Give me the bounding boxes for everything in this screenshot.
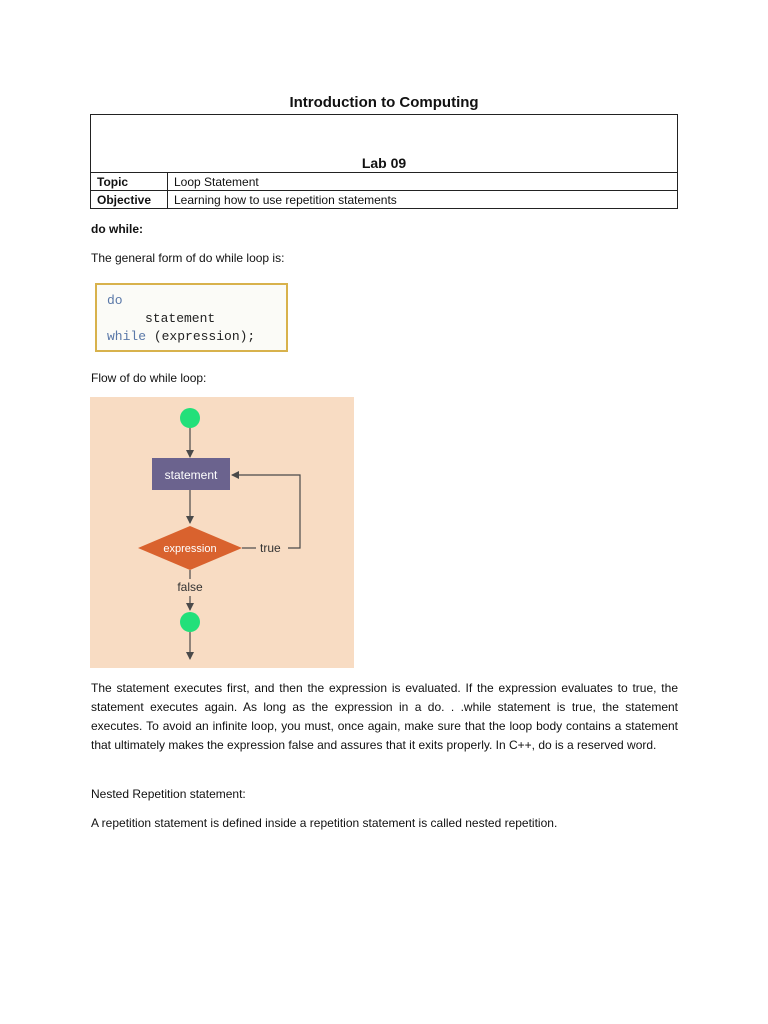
do-while-heading: do while: (91, 222, 143, 236)
nested-text: A repetition statement is defined inside a repetition statement is called nested repetition. (91, 816, 558, 830)
end-node (180, 612, 200, 632)
expression-label: expression (163, 543, 217, 555)
document-title: Introduction to Computing (289, 94, 479, 111)
topic-value: Loop Statement (168, 173, 678, 191)
flowchart (90, 397, 354, 668)
explanation-paragraph: The statement executes first, and then the expression is evaluated. If the expression evaluates to true, the statement executes again. As long as the expression in a do. . .while statement is true, the statement executes. To avoid an infinite loop, you must, once again, make sure that the loop body contains a statement that ultimately makes the expression false and assures that it exits properly. In C++, do is a reserved word. (91, 681, 678, 752)
statement-label: statement (164, 468, 218, 482)
lab-number: Lab 09 (91, 115, 678, 173)
nested-heading: Nested Repetition statement: (91, 787, 246, 801)
objective-value: Learning how to use repetition statements (168, 191, 678, 209)
objective-label: Objective (91, 191, 168, 209)
topic-label: Topic (91, 173, 168, 191)
code-snippet (95, 283, 288, 352)
general-form-text: The general form of do while loop is: (91, 251, 285, 265)
true-label: true (260, 541, 281, 555)
loop-back-arrow (232, 475, 300, 548)
flow-heading: Flow of do while loop: (91, 371, 207, 385)
topic-row (91, 173, 678, 191)
objective-row (91, 191, 678, 209)
flowchart-svg (90, 397, 354, 668)
code-line-while (107, 328, 286, 346)
code-line-statement: statement (145, 311, 216, 326)
code-line-do: do (107, 293, 123, 308)
code-while-keyword: while (107, 329, 147, 344)
start-node (180, 408, 200, 428)
lab-info-table (90, 114, 678, 209)
lab-row (91, 115, 678, 173)
false-label: false (177, 580, 203, 594)
code-while-expression: (expression); (146, 329, 256, 344)
